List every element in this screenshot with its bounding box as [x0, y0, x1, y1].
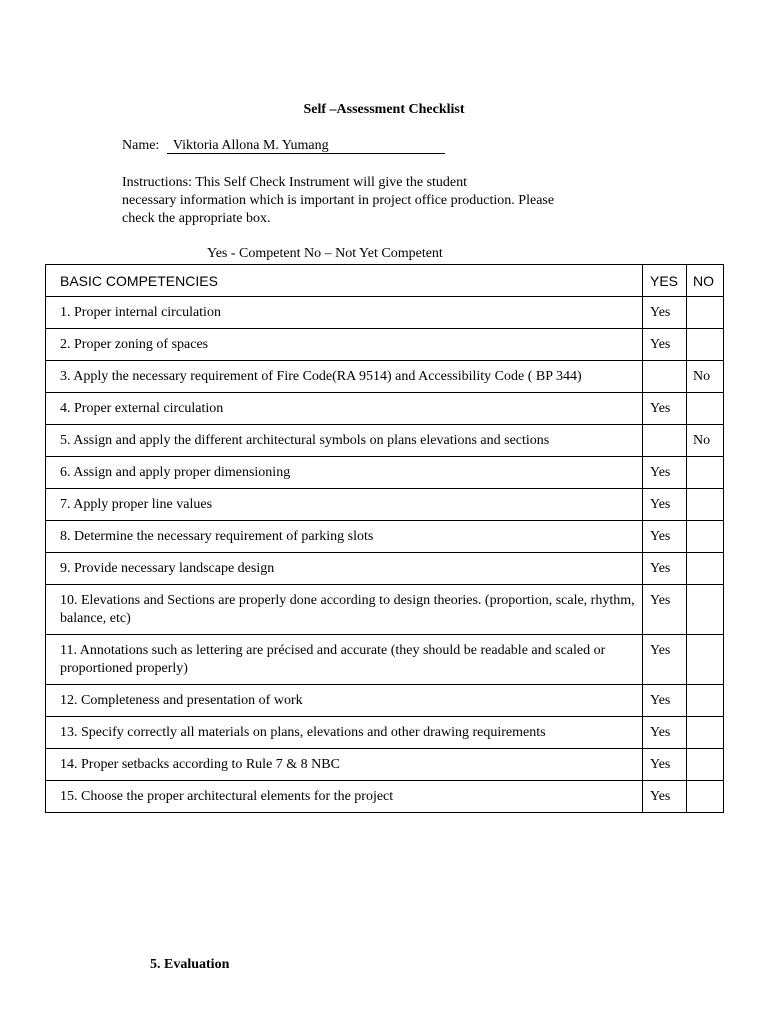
- yes-cell[interactable]: [643, 361, 687, 393]
- header-no: NO: [687, 265, 724, 297]
- name-label: Name:: [122, 138, 160, 153]
- competency-item: 8. Determine the necessary requirement of parking slots: [46, 521, 643, 553]
- yes-cell[interactable]: Yes: [643, 297, 687, 329]
- instructions-line: check the appropriate box.: [122, 211, 271, 226]
- yes-cell[interactable]: Yes: [643, 781, 687, 813]
- yes-cell[interactable]: Yes: [643, 457, 687, 489]
- no-cell[interactable]: [687, 749, 724, 781]
- yes-cell[interactable]: Yes: [643, 717, 687, 749]
- table-body: [46, 297, 724, 813]
- no-cell[interactable]: [687, 521, 724, 553]
- name-line: [122, 138, 445, 154]
- header-basic-competencies: BASIC COMPETENCIES: [46, 265, 643, 297]
- no-cell[interactable]: No: [687, 425, 724, 457]
- competency-item: 11. Annotations such as lettering are précised and accurate (they should be readable and scaled or proportioned properly): [46, 635, 643, 685]
- table-row: [46, 361, 724, 393]
- yes-cell[interactable]: Yes: [643, 749, 687, 781]
- table-header-row: [46, 265, 724, 297]
- competency-item: 14. Proper setbacks according to Rule 7 & 8 NBC: [46, 749, 643, 781]
- yes-cell[interactable]: [643, 425, 687, 457]
- table-row: [46, 553, 724, 585]
- competency-item: 6. Assign and apply proper dimensioning: [46, 457, 643, 489]
- instructions: [122, 174, 622, 228]
- no-cell[interactable]: [687, 329, 724, 361]
- yes-cell[interactable]: Yes: [643, 553, 687, 585]
- competency-item: 10. Elevations and Sections are properly done according to design theories. (proportion, scale, rhythm, balance, etc): [46, 585, 643, 635]
- competency-item: 3. Apply the necessary requirement of Fire Code(RA 9514) and Accessibility Code ( BP 344): [46, 361, 643, 393]
- table-row: [46, 585, 724, 635]
- table-row: [46, 717, 724, 749]
- table-row: [46, 297, 724, 329]
- no-cell[interactable]: [687, 685, 724, 717]
- no-cell[interactable]: [687, 297, 724, 329]
- no-cell[interactable]: [687, 585, 724, 635]
- competency-item: 7. Apply proper line values: [46, 489, 643, 521]
- instructions-line: necessary information which is important in project office production. Please: [122, 193, 555, 208]
- yes-cell[interactable]: Yes: [643, 489, 687, 521]
- table-row: [46, 425, 724, 457]
- competency-checklist-table: [45, 264, 724, 813]
- competency-item: 15. Choose the proper architectural elements for the project: [46, 781, 643, 813]
- section-heading-evaluation: 5. Evaluation: [150, 957, 230, 972]
- header-yes: YES: [643, 265, 687, 297]
- competency-item: 12. Completeness and presentation of work: [46, 685, 643, 717]
- table-row: [46, 635, 724, 685]
- yes-cell[interactable]: Yes: [643, 393, 687, 425]
- competency-item: 13. Specify correctly all materials on plans, elevations and other drawing requirements: [46, 717, 643, 749]
- no-cell[interactable]: [687, 457, 724, 489]
- yes-cell[interactable]: Yes: [643, 685, 687, 717]
- table-row: [46, 685, 724, 717]
- no-cell[interactable]: [687, 717, 724, 749]
- competency-item: 4. Proper external circulation: [46, 393, 643, 425]
- competency-item: 2. Proper zoning of spaces: [46, 329, 643, 361]
- no-cell[interactable]: [687, 553, 724, 585]
- yes-cell[interactable]: Yes: [643, 329, 687, 361]
- instructions-line: Instructions: This Self Check Instrument will give the student: [122, 175, 468, 190]
- no-cell[interactable]: [687, 393, 724, 425]
- competency-item: 5. Assign and apply the different architectural symbols on plans elevations and sections: [46, 425, 643, 457]
- no-cell[interactable]: No: [687, 361, 724, 393]
- no-cell[interactable]: [687, 635, 724, 685]
- table-row: [46, 749, 724, 781]
- table-row: [46, 781, 724, 813]
- table-row: [46, 489, 724, 521]
- table-row: [46, 329, 724, 361]
- table-row: [46, 457, 724, 489]
- yes-cell[interactable]: Yes: [643, 635, 687, 685]
- no-cell[interactable]: [687, 489, 724, 521]
- document-title: Self –Assessment Checklist: [303, 102, 465, 117]
- yes-cell[interactable]: Yes: [643, 585, 687, 635]
- table-row: [46, 521, 724, 553]
- name-value: Viktoria Allona M. Yumang: [167, 138, 445, 154]
- no-cell[interactable]: [687, 781, 724, 813]
- competency-item: 9. Provide necessary landscape design: [46, 553, 643, 585]
- rating-legend: Yes - Competent No – Not Yet Competent: [207, 246, 443, 261]
- competency-item: 1. Proper internal circulation: [46, 297, 643, 329]
- yes-cell[interactable]: Yes: [643, 521, 687, 553]
- table-row: [46, 393, 724, 425]
